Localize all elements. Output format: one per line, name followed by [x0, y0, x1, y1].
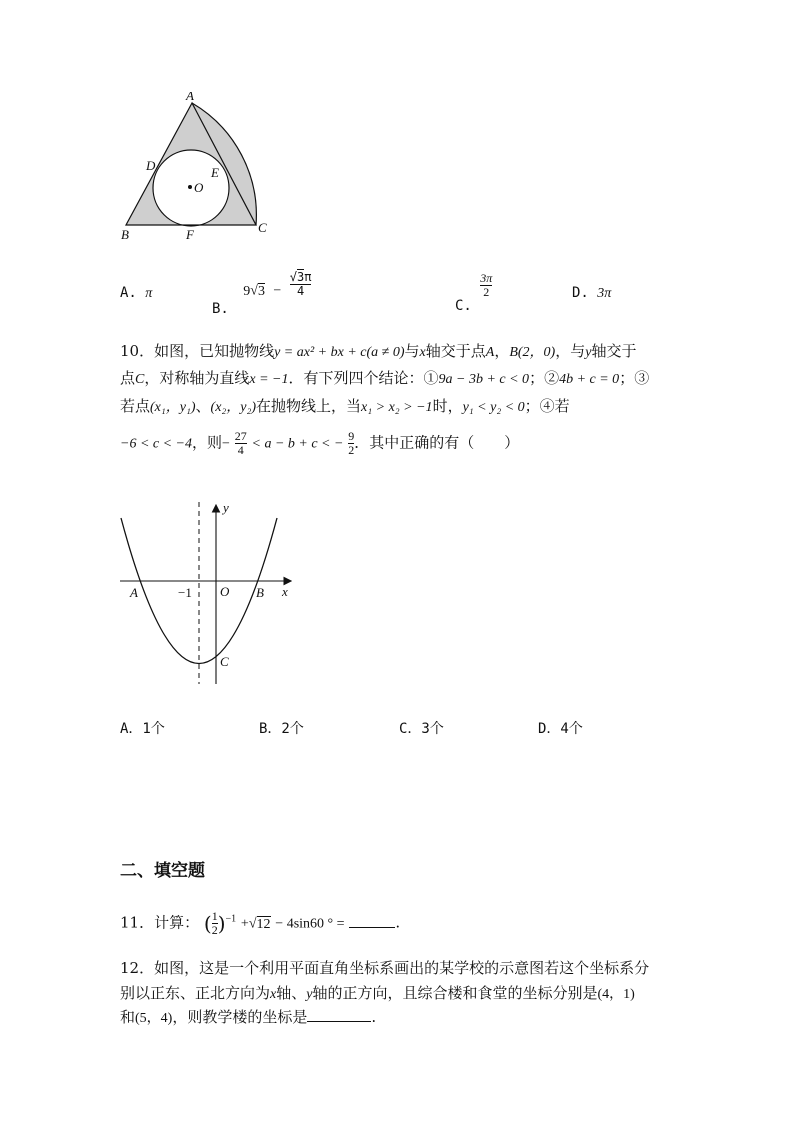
- label-d: D: [146, 158, 156, 173]
- q10-line-4: −6 < c < −4，则− $\frac{27}{4}$ < a − b + c < − $\frac{9}{2}$ ．其中正确的有（ ）: [120, 429, 520, 458]
- graph-label-a: A: [130, 585, 138, 600]
- label-b: B: [121, 227, 129, 242]
- q10-option-b: B．2个: [259, 721, 304, 737]
- q9-option-a: A. π: [120, 285, 153, 301]
- center-point: [188, 185, 192, 189]
- q9-option-d: D. 3π: [572, 285, 612, 301]
- graph-label-x: x: [282, 584, 288, 599]
- q9-option-c: C. $\frac{3\pi}{2}$: [455, 271, 493, 314]
- q12-answer-blank[interactable]: [307, 1021, 371, 1022]
- graph-label-y: y: [223, 500, 229, 515]
- label-o: O: [194, 180, 204, 195]
- q12-line-1: 12．如图，这是一个利用平面直角坐标系画出的某学校的示意图若这个坐标系分: [120, 959, 650, 977]
- q11-line: 11．计算： ( $\frac{1}{2}$ )$^{-1}$ +√12 − 4sin60 ° = .: [120, 909, 401, 938]
- label-a: A: [186, 92, 194, 103]
- label-e: E: [211, 165, 219, 180]
- q10-line-2: 点C，对称轴为直线x = −1．有下列四个结论：①9a − 3b + c < 0；②4b + c = 0；③: [120, 369, 650, 387]
- graph-label-o: O: [220, 584, 230, 599]
- q11-answer-blank[interactable]: [349, 927, 395, 928]
- q10-line-3: 若点(x₁，y₁)、(x₂，y₂)在抛物线上，当x₁ > x₂ > −1时，y₁ < y₂ < 0；④若: [120, 397, 570, 415]
- q10-line-1: 10．如图，已知抛物线y = ax² + bx + c(a ≠ 0)与x轴交于点A，B(2，0)，与y轴交于: [120, 342, 637, 360]
- q10-graph: [110, 498, 300, 690]
- q10-option-a: A．1个: [120, 721, 165, 737]
- graph-label-b: B: [256, 585, 264, 600]
- q10-option-d: D．4个: [538, 721, 583, 737]
- q9-figure: [110, 92, 280, 242]
- q9-option-b: B. 9√3 − $\frac{√3\pi}{4}$: [212, 270, 312, 317]
- section-title: 二、填空题: [120, 861, 205, 881]
- graph-label-c: C: [220, 654, 229, 669]
- q12-line-2: 别以正东、正北方向为x轴、y轴的正方向，且综合楼和食堂的坐标分别是(4，1): [120, 984, 635, 1002]
- label-c: C: [258, 220, 267, 235]
- graph-label-neg1: −1: [178, 585, 192, 600]
- label-f: F: [186, 227, 194, 242]
- q10-option-c: C．3个: [399, 721, 444, 737]
- q12-line-3: 和(5，4)，则教学楼的坐标是 .: [120, 1008, 377, 1026]
